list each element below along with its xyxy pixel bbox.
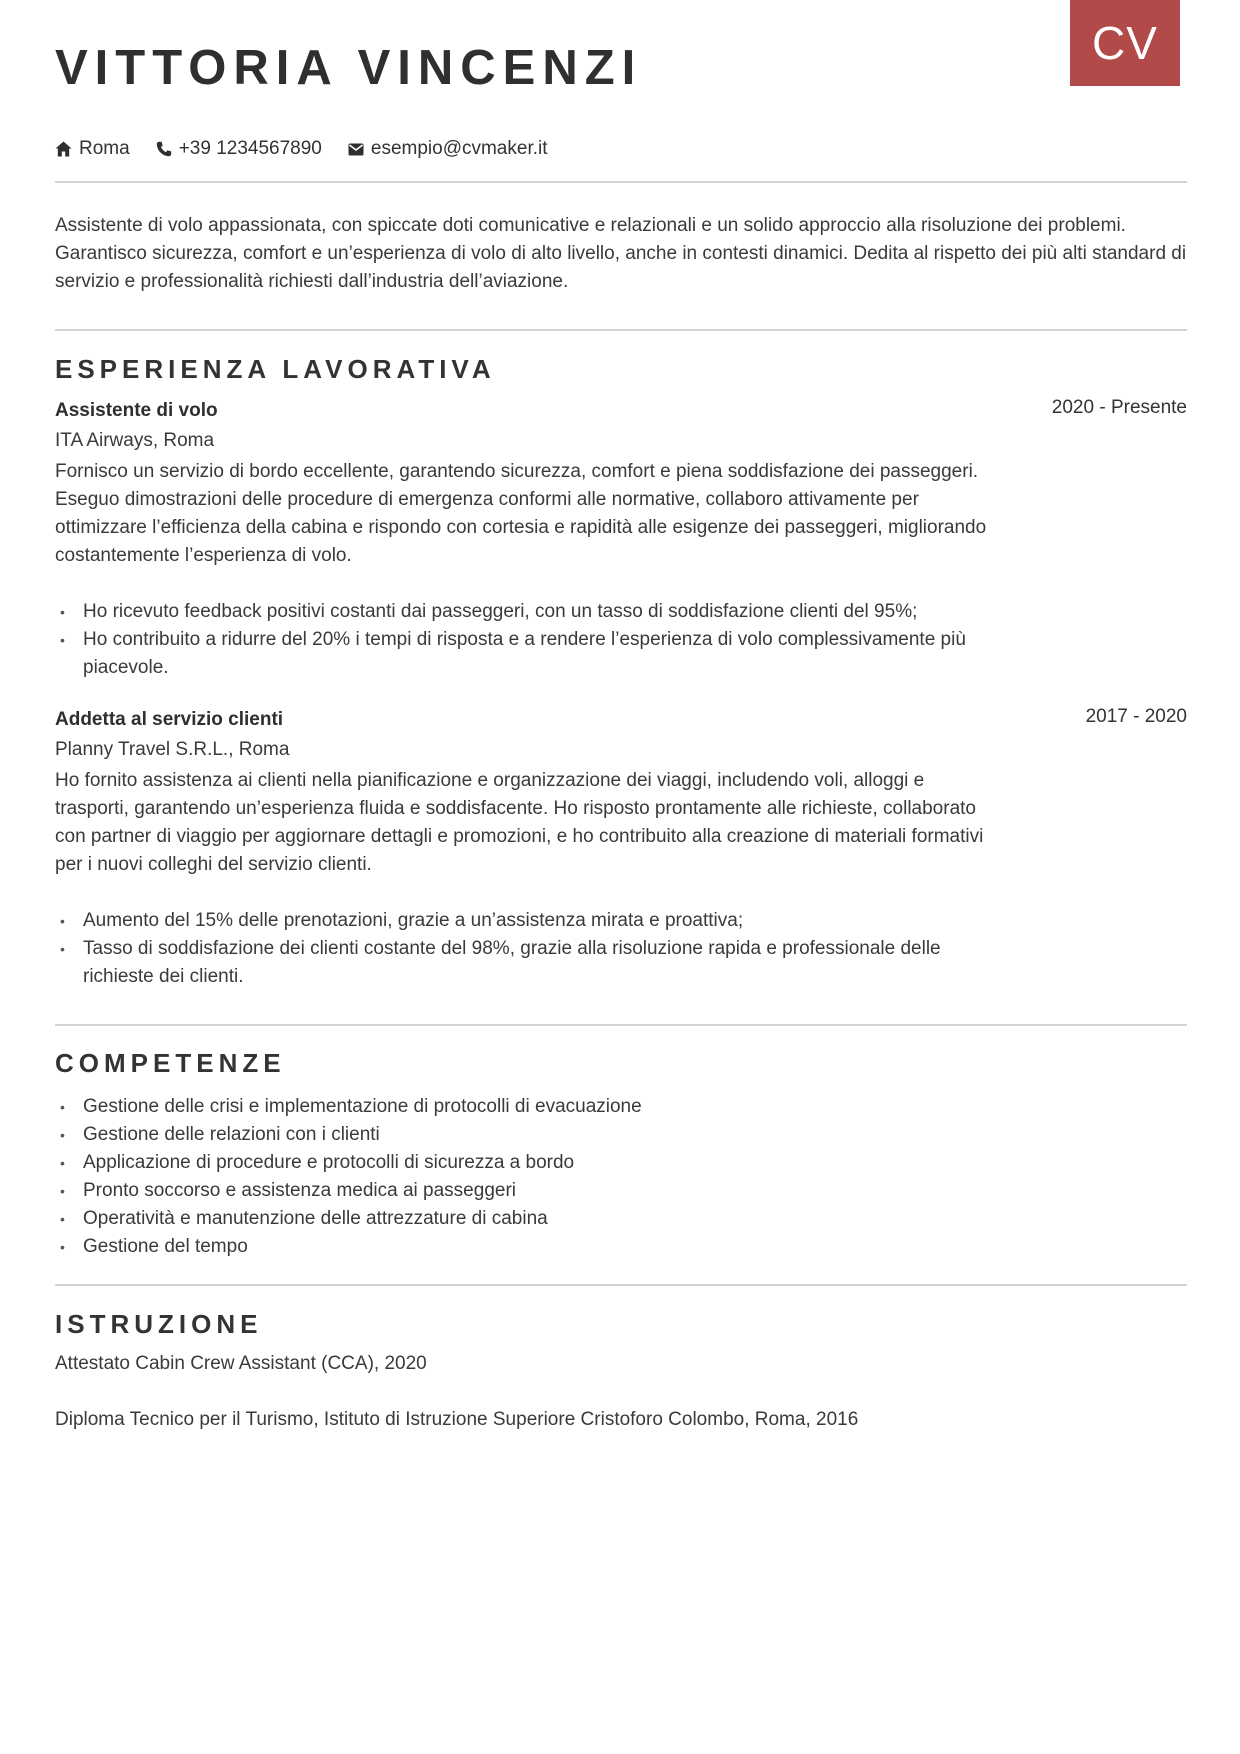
job-entry [55, 705, 1187, 991]
education-item: Diploma Tecnico per il Turismo, Istituto di Istruzione Superiore Cristoforo Colombo, Roma, 2016 [55, 1409, 859, 1430]
job-achievements [55, 907, 995, 991]
list-item: • Gestione delle relazioni con i clienti [55, 1121, 995, 1149]
list-item: • Aumento del 15% delle prenotazioni, grazie a un’assistenza mirata e proattiva; [55, 907, 995, 935]
candidate-name: VITTORIA VINCENZI [55, 41, 643, 95]
list-item: • Gestione delle crisi e implementazione di protocolli di evacuazione [55, 1093, 995, 1121]
job-dates: 2020 - Presente [1051, 397, 1187, 418]
list-item: • Applicazione di procedure e protocolli di sicurezza a bordo [55, 1149, 995, 1177]
email-icon [348, 143, 364, 156]
divider [55, 181, 1187, 183]
phone-icon [156, 141, 172, 157]
contact-city-text: Roma [79, 138, 130, 159]
divider [55, 1024, 1187, 1026]
contact-phone[interactable] [156, 138, 322, 160]
section-title-experience: ESPERIENZA LAVORATIVA [55, 354, 496, 384]
profile-summary: Assistente di volo appassionata, con spiccate doti comunicative e relazionali e un solido approccio alla risoluzione dei problemi. Garantisco sicurezza, comfort e un’esperienza di volo di alto livello, anche in contesti dinamici. Dedita al rispetto dei più alti standard di servizio e professionalità richiesti dall’industria dell’aviazione. [55, 215, 1187, 292]
divider [55, 1284, 1187, 1286]
list-item: • Ho ricevuto feedback positivi costanti dai passeggeri, con un tasso di soddisfazione clienti del 95%; [55, 598, 995, 626]
contact-bar [55, 138, 574, 160]
job-company: Planny Travel S.R.L., Roma [55, 739, 290, 760]
cv-badge [1070, 0, 1180, 86]
job-description: Ho fornito assistenza ai clienti nella pianificazione e organizzazione dei viaggi, includendo voli, alloggi e trasporti, garantendo un’esperienza fluida e soddisfacente. Ho risposto prontamente alle richieste, collaborato con partner di viaggio per aggiornare dettagli e promozioni, e ho contribuito alla creazione di materiali formativi per i nuovi colleghi del servizio clienti. [55, 770, 984, 875]
cv-badge-text: CV [1092, 17, 1158, 69]
skills-list [55, 1093, 995, 1261]
contact-email[interactable] [348, 138, 548, 160]
job-dates: 2017 - 2020 [1085, 706, 1187, 727]
list-item: • Gestione del tempo [55, 1233, 995, 1261]
list-item: • Ho contribuito a ridurre del 20% i tempi di risposta e a rendere l’esperienza di volo complessivamente più piacevole. [55, 626, 995, 682]
contact-email-text: esempio@cvmaker.it [370, 138, 548, 159]
list-item: • Tasso di soddisfazione dei clienti costante del 98%, grazie alla risoluzione rapida e professionale delle richieste dei clienti. [55, 935, 995, 991]
divider [55, 329, 1187, 331]
home-icon [55, 141, 72, 157]
job-description: Fornisco un servizio di bordo eccellente, garantendo sicurezza, comfort e piena soddisfazione dei passeggeri. Eseguo dimostrazioni delle procedure di emergenza conformi alle normative, collaboro attivamente per ottimizzare l’efficienza della cabina e rispondo con cortesia e rapidità alle esigenze dei passeggeri, migliorando costantemente l’esperienza di volo. [55, 461, 987, 566]
section-title-skills: COMPETENZE [55, 1048, 286, 1078]
education-item: Attestato Cabin Crew Assistant (CCA), 2020 [55, 1353, 427, 1374]
job-entry [55, 396, 1187, 682]
contact-phone-text: +39 1234567890 [178, 138, 322, 159]
job-title: Addetta al servizio clienti [55, 709, 284, 730]
job-company: ITA Airways, Roma [55, 430, 215, 451]
job-achievements [55, 598, 995, 682]
section-title-education: ISTRUZIONE [55, 1309, 263, 1339]
contact-city [55, 138, 130, 160]
job-title: Assistente di volo [55, 400, 218, 421]
list-item: • Operatività e manutenzione delle attrezzature di cabina [55, 1205, 995, 1233]
list-item: • Pronto soccorso e assistenza medica ai passeggeri [55, 1177, 995, 1205]
